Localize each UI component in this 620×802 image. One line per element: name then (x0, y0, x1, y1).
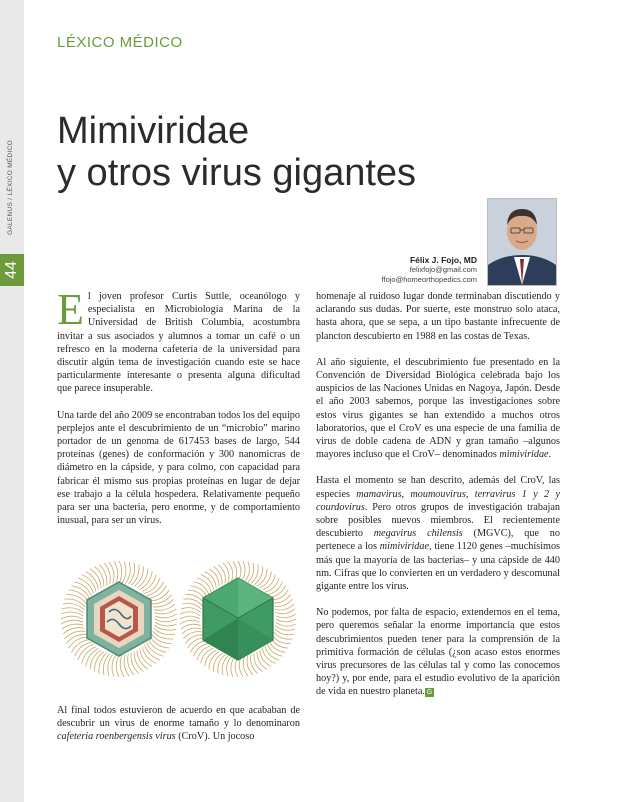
end-mark-icon: G (426, 688, 433, 696)
author-email[interactable]: felixfojo@gmail.com (409, 265, 477, 274)
paragraph: Una tarde del año 2009 se encontraban todos los del equipo perplejos ante el descubrimiento de un “microbio” marino portador de un genoma de 617453 bases de largo, 544 proteínas (genes) de conformación y 300 nanomicras de diámetro en la cápside, y para colmo, con capacidad para fabricar él mismo sus propias proteínas en lugar de dejar ese trabajo a la célula hospedera. Relativamente pequeño para ser una bacteria, pero enorme, y de comportamiento inusual, para ser un virus. (57, 409, 300, 527)
column-left (57, 285, 300, 540)
drop-cap: E (57, 285, 84, 334)
paragraph: homenaje al ruidoso lugar donde terminaban discutiendo y aclarando sus dudas. Por suerte, este monstruo solo ataca, hasta ahora, que se sepa, a un tipo bastante infrecuente de plancton descubierto en 1988 en las costas de Texas. (316, 291, 560, 342)
section-title: LÉXICO MÉDICO (57, 34, 183, 51)
author-photo (487, 198, 557, 286)
sidebar-label: GALENUS / LÉXICO MÉDICO (7, 140, 14, 236)
author-email-secondary[interactable]: ffojo@homeorthopedics.com (381, 275, 477, 284)
article-title: Mimiviridae y otros virus gigantes (57, 110, 417, 194)
author-block (382, 255, 477, 285)
paragraph-continued: Al final todos estuvieron de acuerdo en que acababan de descubrir un virus de enorme tamaño y lo denominaron cafeteria roenbergensis virus (CroV). Un jocoso (57, 705, 300, 743)
paragraph: No podemos, por falta de espacio, extendernos en el tema, pero queremos señalar la enorme importancia que estos descubrimientos pueden tener para la comprensión de la primitiva formación de células (¿son acaso estos enormes virus precursores de las células tal y como las conocemos hoy?) y, por ende, para el estudio evolutivo de la aparición de vida en nuestro planeta. G (316, 607, 560, 698)
paragraph: Hasta el momento se han descrito, además del CroV, las especies mamavirus, moumouvirus, terravirus 1 y 2 y courdovirus. Pero otros grupos de investigación trabajan sobre posibles nuevos miembros. El recientemente descubierto megavirus chilensis (MGVC), que no pertenece a los mimiviridae, tiene 1120 genes –muchísimos más que la mayoría de las bacterias– y una cápside de 440 nm. Cifras que lo convierten en un verdadero y descomunal gigante entre los virus. (316, 475, 561, 593)
paragraph: Al año siguiente, el descubrimiento fue presentado en la Convención de Diversidad Biológica celebrada bajo los auspicios de las Naciones Unidas en Nagoya, Japón. Desde el año 2003 sabemos, porque las investigaciones sobre estos virus gigantes se han extendido a muchos otros laboratorios, que el CroV es una especie de una familia de virus de doble cadena de ADN y gran tamaño –algunos mayores incluso que el CroV– denominados mimiviridae. (316, 356, 560, 461)
virus-illustration (57, 560, 300, 690)
sidebar (0, 0, 24, 802)
author-name: Félix J. Fojo, MD (409, 255, 477, 265)
column-right (316, 290, 560, 712)
paragraph: El joven profesor Curtis Suttle, oceanólogo y especialista en Microbiología Marina de la Universidad de British Columbia, acostumbra invitar a sus asociados y alumnos a tomar un café o un refresco en la moderna cafetería de la universidad para discutir algún tema de investigación cuando este se hace particularmente interesante o presenta alguna dificultad que parece insuperable. (57, 285, 300, 395)
page-number: 44 (2, 261, 20, 279)
